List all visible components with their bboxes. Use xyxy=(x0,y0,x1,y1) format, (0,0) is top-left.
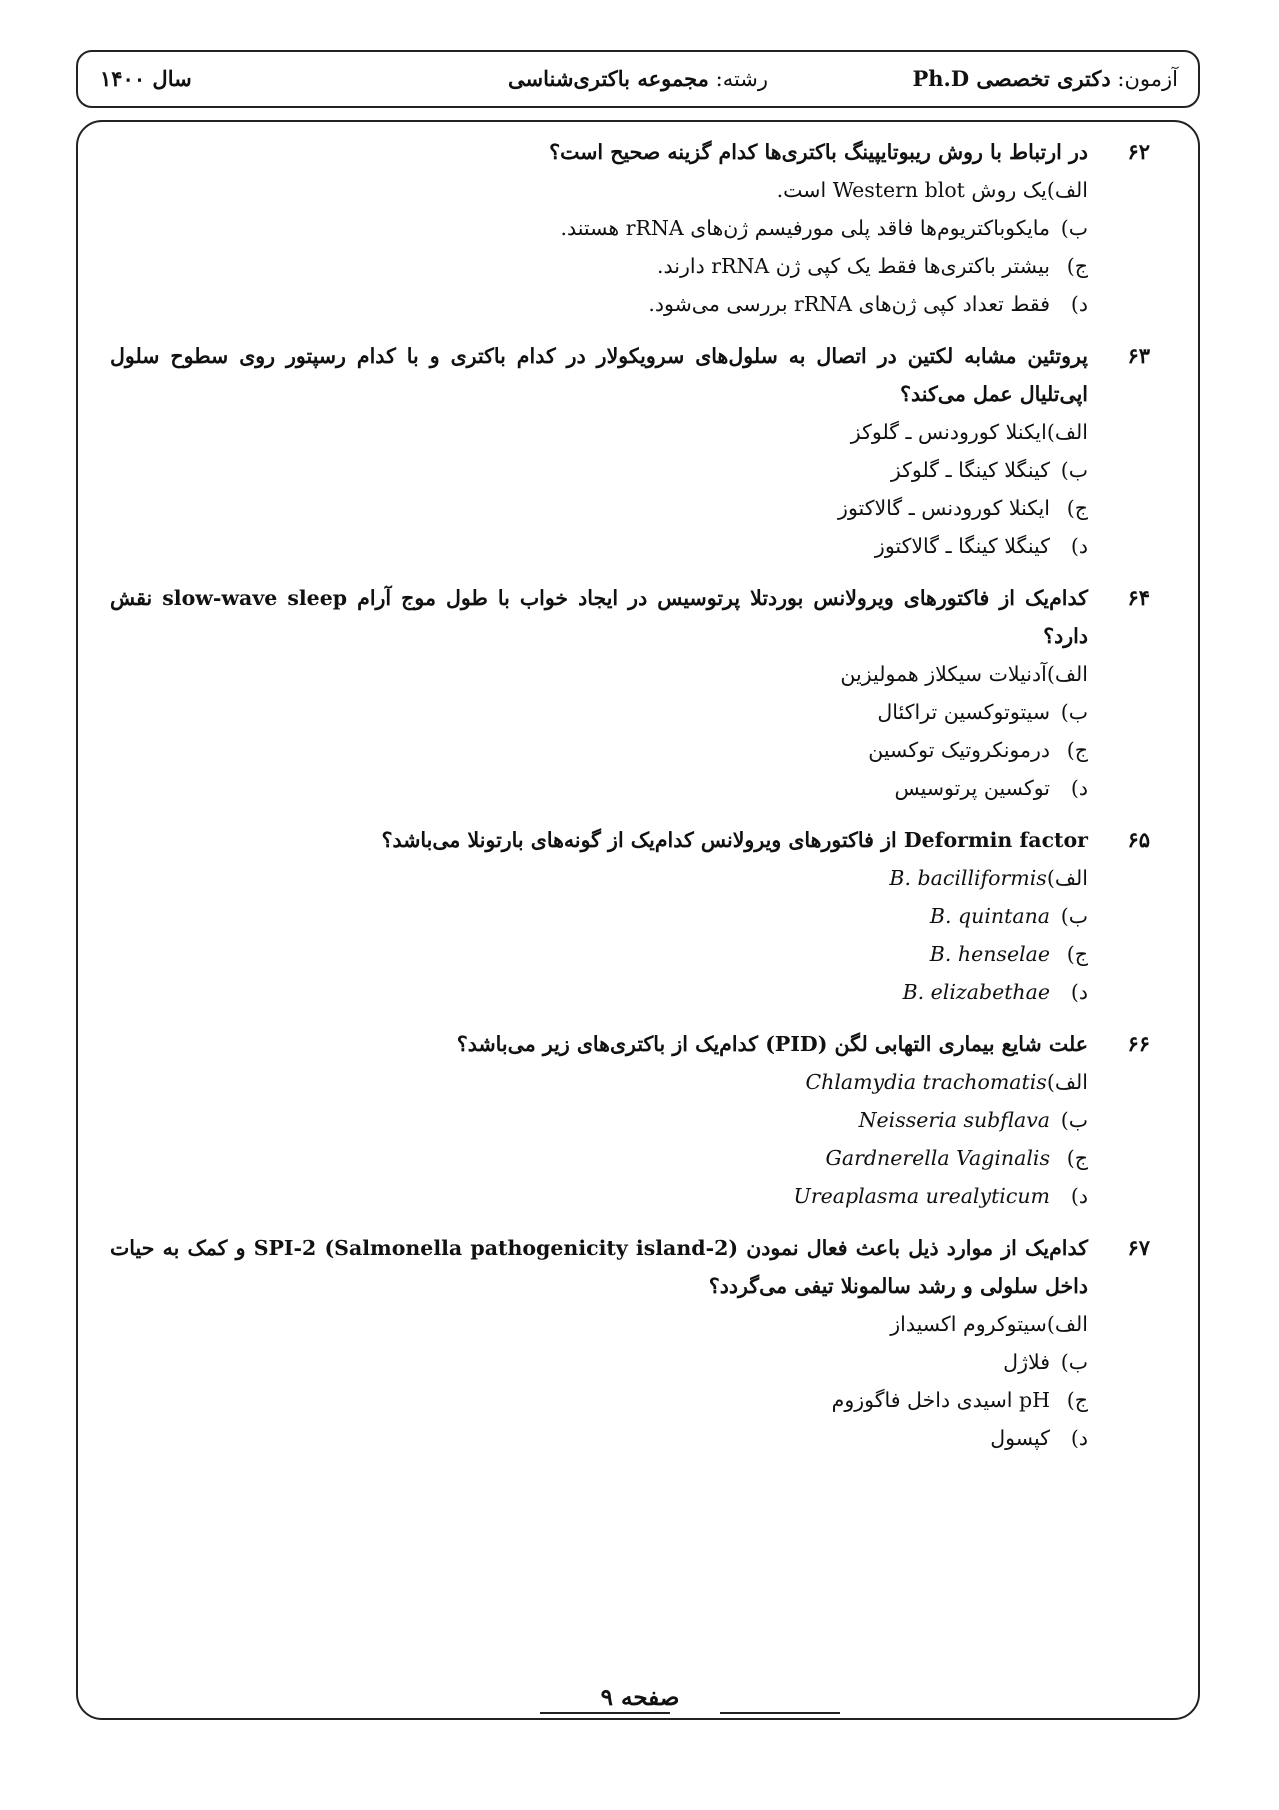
option-b: ب)سیتوتوکسین تراکئال xyxy=(877,700,1088,724)
field-title xyxy=(508,52,768,106)
option-b: ب)B. quintana xyxy=(929,904,1088,928)
option-c: ج)ایکنلا کورودنس ـ گالاکتوز xyxy=(838,496,1088,520)
field-value: مجموعه باکتری‌شناسی xyxy=(508,66,709,91)
footer-divider-left xyxy=(540,1712,670,1714)
question-65 xyxy=(110,821,1150,1011)
question-number: ۶۶ xyxy=(1127,1031,1150,1056)
option-d: د)Ureaplasma urealyticum xyxy=(793,1184,1088,1208)
option-b: ب)فلاژل xyxy=(1003,1350,1088,1374)
option-a: الف)Chlamydia trachomatis xyxy=(805,1070,1088,1094)
question-list xyxy=(110,133,1150,1457)
question-number: ۶۲ xyxy=(1127,139,1150,164)
option-c: ج)درمونکروتیک توکسین xyxy=(868,738,1088,762)
option-a: الف)آدنیلات سیکلاز همولیزین xyxy=(840,662,1088,686)
option-c: ج)pH اسیدی داخل فاگوزوم xyxy=(831,1388,1088,1412)
option-b: ب)کینگلا کینگا ـ گلوکز xyxy=(890,458,1088,482)
option-a: الف)سیتوکروم اکسیداز xyxy=(890,1312,1088,1336)
exam-label: آزمون: xyxy=(1110,67,1178,91)
question-62 xyxy=(110,133,1150,323)
exam-year: سال ۱۴۰۰ xyxy=(100,66,192,91)
footer-divider-right xyxy=(720,1712,840,1714)
option-b: ب)Neisseria subflava xyxy=(858,1108,1088,1132)
question-66 xyxy=(110,1025,1150,1215)
question-64 xyxy=(110,579,1150,807)
option-a: الف)یک روش Western blot است. xyxy=(776,178,1088,202)
page-number: صفحه ۹ xyxy=(540,1684,740,1711)
question-number: ۶۷ xyxy=(1127,1235,1150,1260)
option-c: ج)Gardnerella Vaginalis xyxy=(825,1146,1088,1170)
question-text: در ارتباط با روش ریبوتایپینگ باکتری‌ها کدام گزینه صحیح است؟ xyxy=(549,140,1088,164)
option-d: د)توکسین پرتوسیس xyxy=(894,776,1088,800)
exam-value: دکتری تخصصی Ph.D xyxy=(912,66,1111,91)
question-text: علت شایع بیماری التهابی لگن (PID) کدام‌یک از باکتری‌های زیر می‌باشد؟ xyxy=(456,1032,1088,1056)
option-d: د)فقط تعداد کپی ژن‌های rRNA بررسی می‌شود. xyxy=(648,292,1088,316)
option-c: ج)بیشتر باکتری‌ها فقط یک کپی ژن rRNA دارند. xyxy=(657,254,1088,278)
option-d: د)کینگلا کینگا ـ گالاکتوز xyxy=(874,534,1088,558)
question-text: کدام‌یک از فاکتورهای ویرولانس بوردتلا پرتوسیس در ایجاد خواب با طول موج آرام slow-wave sleep نقش دارد؟ xyxy=(110,586,1088,648)
option-c: ج)B. henselae xyxy=(929,942,1088,966)
exam-header xyxy=(76,50,1200,108)
question-67 xyxy=(110,1229,1150,1457)
option-d: د)B. elizabethae xyxy=(902,980,1088,1004)
question-63 xyxy=(110,337,1150,565)
option-d: د)کپسول xyxy=(990,1426,1088,1450)
question-number: ۶۴ xyxy=(1127,585,1150,610)
exam-title xyxy=(912,52,1178,106)
question-number: ۶۵ xyxy=(1127,827,1150,852)
question-text: کدام‌یک از موارد ذیل باعث فعال نمودن SPI-2 (Salmonella pathogenicity island-2) و کمک به حیات داخل سلولی و رشد سالمونلا تیفی می‌گردد؟ xyxy=(110,1236,1088,1298)
option-b: ب)مایکوباکتریوم‌ها فاقد پلی مورفیسم ژن‌های rRNA هستند. xyxy=(560,216,1088,240)
question-number: ۶۳ xyxy=(1127,343,1150,368)
question-text: Deformin factor از فاکتورهای ویرولانس کدام‌یک از گونه‌های بارتونلا می‌باشد؟ xyxy=(381,828,1088,852)
option-a: الف)ایکنلا کورودنس ـ گلوکز xyxy=(850,420,1088,444)
question-text: پروتئین مشابه لکتین در اتصال به سلول‌های سرویکولار در کدام باکتری و با کدام رسپتور روی سطوح سلول اپی‌تلیال عمل می‌کند؟ xyxy=(110,344,1088,406)
option-a: الف)B. bacilliformis xyxy=(889,866,1088,890)
field-label: رشته: xyxy=(708,67,769,91)
